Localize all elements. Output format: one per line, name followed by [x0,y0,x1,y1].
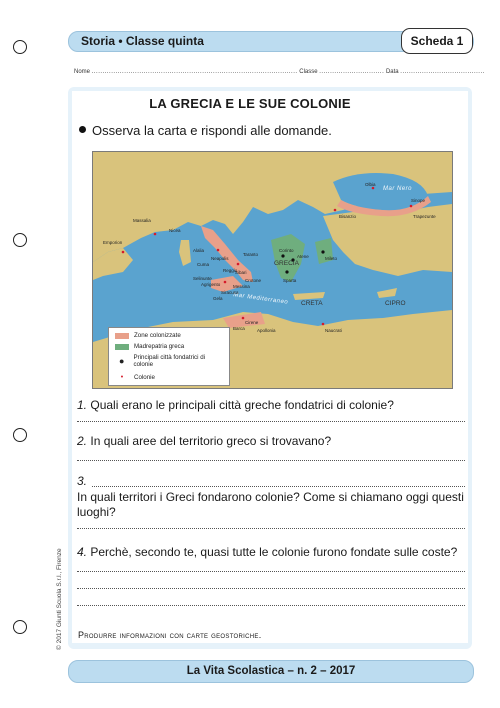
answer-line[interactable] [92,485,465,487]
answer-line[interactable] [77,527,465,529]
answer-line[interactable] [77,459,465,461]
binder-hole [13,233,27,247]
red-dot-icon: • [120,374,124,381]
map-legend [108,327,230,386]
subject-label: Storia • Classe quinta [81,34,204,48]
city-label: Cuma [197,262,210,267]
region-label: GRECIA [274,260,299,267]
city-label: Crotone [245,278,262,283]
classe-label: Classe [299,69,318,75]
city-label: Atene [297,254,309,259]
answer-line[interactable] [77,570,465,572]
bullet-icon [79,126,86,133]
city-label: Neapolis [211,256,229,261]
city-label: Barca [233,326,245,331]
answer-line[interactable] [77,420,465,422]
black-dot-icon: ● [119,356,125,366]
city-label: Selinunte [193,276,212,281]
question-3: 3. [77,474,88,488]
city-label: Nicea [169,228,181,233]
copyright: © 2017 Giunti Scuola S.r.l., Firenze [56,548,63,650]
instruction [79,123,332,138]
city-label: Taranto [243,252,259,257]
city-label: Sibari [235,270,247,275]
legend-item [115,374,155,381]
nome-label: Nome [74,69,91,75]
city-label: Alalia [193,248,205,253]
city-label: Bisanzio [339,214,357,219]
legend-label: Madrepatria greca [134,343,185,350]
question-4: 4. Perchè, secondo te, quasi tutte le colonie furono fondate sulle coste? [77,545,458,559]
legend-label: Principali città fondatrici di colonie [133,354,206,368]
data-label: Data [385,69,399,75]
city-label: Massalia [133,218,151,223]
homeland-swatch-icon [115,344,129,350]
city-label: Apollonia [257,328,276,333]
legend-item [115,332,181,339]
city-label: Gela [213,296,223,301]
city-label: Trapezunte [413,214,436,219]
page-title: LA GRECIA E LE SUE COLONIE [149,96,351,111]
city-label: Olbia [365,182,376,187]
footer-bar: La Vita Scolastica – n. 2 – 2017 [68,660,474,683]
city-label: Corinto [279,248,294,253]
city-label: Reggio [223,268,238,273]
sea-label: Mar Nero [383,186,413,192]
legend-item [115,354,223,368]
region-label: CRETA [301,300,323,307]
sea-label: Mar Mediterraneo [232,292,289,306]
city-label: Mileto [325,256,338,261]
city-label: Agrigento [201,282,221,287]
city-label: Emporion [103,240,123,245]
city-label: Sparta [283,278,297,283]
legend-label: Colonie [134,374,155,381]
question-3-text: In quali territori i Greci fondarono colonie? Come si chiamano oggi questi luoghi? [77,490,464,519]
answer-line[interactable] [77,604,465,606]
question-1: 1. Quali erano le principali città greche fondatrici di colonie? [77,398,394,412]
city-label: Sinope [411,198,426,203]
question-2: 2. In quali aree del territorio greco si trovavano? [77,434,332,448]
name-fields: Nome ............................................................................................... Classe .............................. Data ....................................... [74,69,485,75]
city-label: Siracusa [221,290,239,295]
skill-note: Produrre informazioni con carte geostoriche. [78,630,262,640]
legend-label: Zone colonizzate [134,332,181,339]
answer-line[interactable] [77,587,465,589]
instruction-text: Osserva la carta e rispondi alle domande. [92,123,332,138]
binder-hole [13,428,27,442]
city-label: Messina [233,284,250,289]
colonized-swatch-icon [115,333,129,339]
city-label: Naucrati [325,328,342,333]
city-label: Cirene [245,320,259,325]
scheda-label: Scheda 1 [401,28,473,54]
binder-hole [13,40,27,54]
legend-item [115,343,184,350]
region-label: CIPRO [385,300,406,307]
binder-hole [13,620,27,634]
